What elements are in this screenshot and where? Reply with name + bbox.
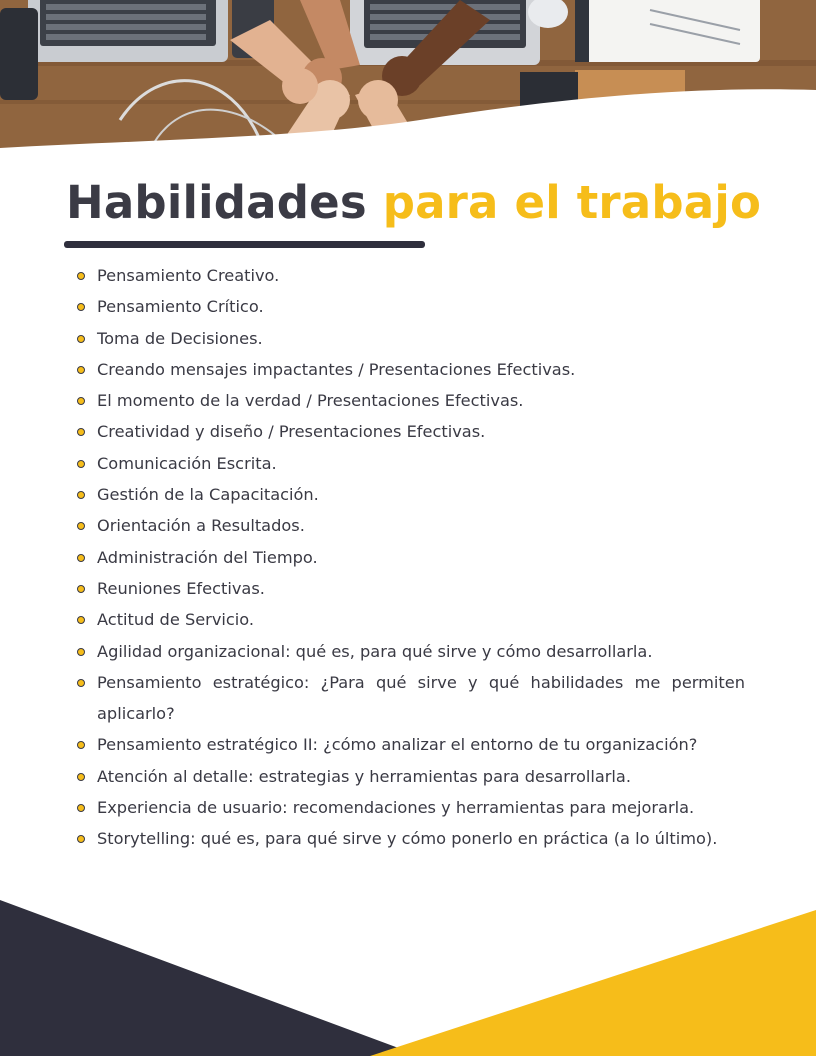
list-item-text: Storytelling: qué es, para qué sirve y cómo ponerlo en práctica (a lo último). — [97, 829, 718, 849]
title-dark: Habilidades — [66, 176, 367, 229]
list-item — [77, 542, 745, 573]
bullet-icon — [77, 804, 85, 812]
list-item-text: Atención al detalle: estrategias y herramientas para desarrollarla. — [97, 766, 631, 786]
teamwork-photo-icon — [0, 0, 816, 160]
bullet-icon — [77, 397, 85, 405]
bullet-icon — [77, 648, 85, 656]
bullet-icon — [77, 522, 85, 530]
list-item — [77, 291, 745, 322]
list-item — [77, 636, 745, 667]
list-item — [77, 354, 745, 385]
list-item — [77, 479, 745, 510]
list-item-text: Toma de Decisiones. — [97, 328, 263, 348]
bullet-icon — [77, 460, 85, 468]
list-item-text: Pensamiento estratégico: ¿Para qué sirve y qué habilidades me permiten aplicarlo? — [97, 672, 745, 724]
header-photo — [0, 0, 816, 160]
list-item-text: Creatividad y diseño / Presentaciones Efectivas. — [97, 422, 486, 442]
list-item — [77, 823, 745, 854]
list-item-text: Pensamiento estratégico II: ¿cómo analizar el entorno de tu organización? — [97, 735, 698, 755]
list-item-text: Orientación a Resultados. — [97, 516, 305, 536]
title-accent: para el trabajo — [382, 176, 762, 229]
footer-dark-shape — [0, 900, 420, 1056]
bullet-icon — [77, 366, 85, 374]
list-item — [77, 385, 745, 416]
list-item — [77, 729, 745, 760]
bullet-icon — [77, 679, 85, 687]
list-item — [77, 573, 745, 604]
bullet-icon — [77, 741, 85, 749]
list-item — [77, 604, 745, 635]
list-item-text: El momento de la verdad / Presentaciones Efectivas. — [97, 391, 524, 411]
title-underline — [64, 241, 425, 248]
list-item — [77, 761, 745, 792]
footer-yellow-shape — [370, 910, 816, 1056]
list-item — [77, 260, 745, 291]
bullet-icon — [77, 335, 85, 343]
bullet-icon — [77, 554, 85, 562]
list-item-text: Pensamiento Creativo. — [97, 266, 280, 285]
list-item — [77, 510, 745, 541]
list-item-text: Gestión de la Capacitación. — [97, 485, 319, 505]
list-item-text: Experiencia de usuario: recomendaciones y herramientas para mejorarla. — [97, 798, 695, 818]
bullet-icon — [77, 272, 85, 280]
bullet-icon — [77, 835, 85, 843]
page-title — [66, 172, 761, 234]
list-item — [77, 448, 745, 479]
list-item — [77, 792, 745, 823]
list-item — [77, 416, 745, 447]
bullet-icon — [77, 585, 85, 593]
list-item-text: Creando mensajes impactantes / Presentaciones Efectivas. — [97, 359, 576, 379]
skills-list — [77, 260, 745, 855]
bullet-icon — [77, 773, 85, 781]
list-item-text: Pensamiento Crítico. — [97, 297, 264, 317]
list-item-text: Agilidad organizacional: qué es, para qué sirve y cómo desarrollarla. — [97, 641, 653, 661]
list-item-text: Administración del Tiempo. — [97, 547, 318, 567]
list-item-text: Comunicación Escrita. — [97, 453, 277, 473]
bullet-icon — [77, 491, 85, 499]
bullet-icon — [77, 428, 85, 436]
bullet-icon — [77, 616, 85, 624]
bullet-icon — [77, 303, 85, 311]
list-item-text: Reuniones Efectivas. — [97, 578, 265, 598]
list-item — [77, 323, 745, 354]
list-item-text: Actitud de Servicio. — [97, 610, 255, 630]
footer-shapes — [0, 890, 816, 1056]
list-item — [77, 667, 745, 730]
